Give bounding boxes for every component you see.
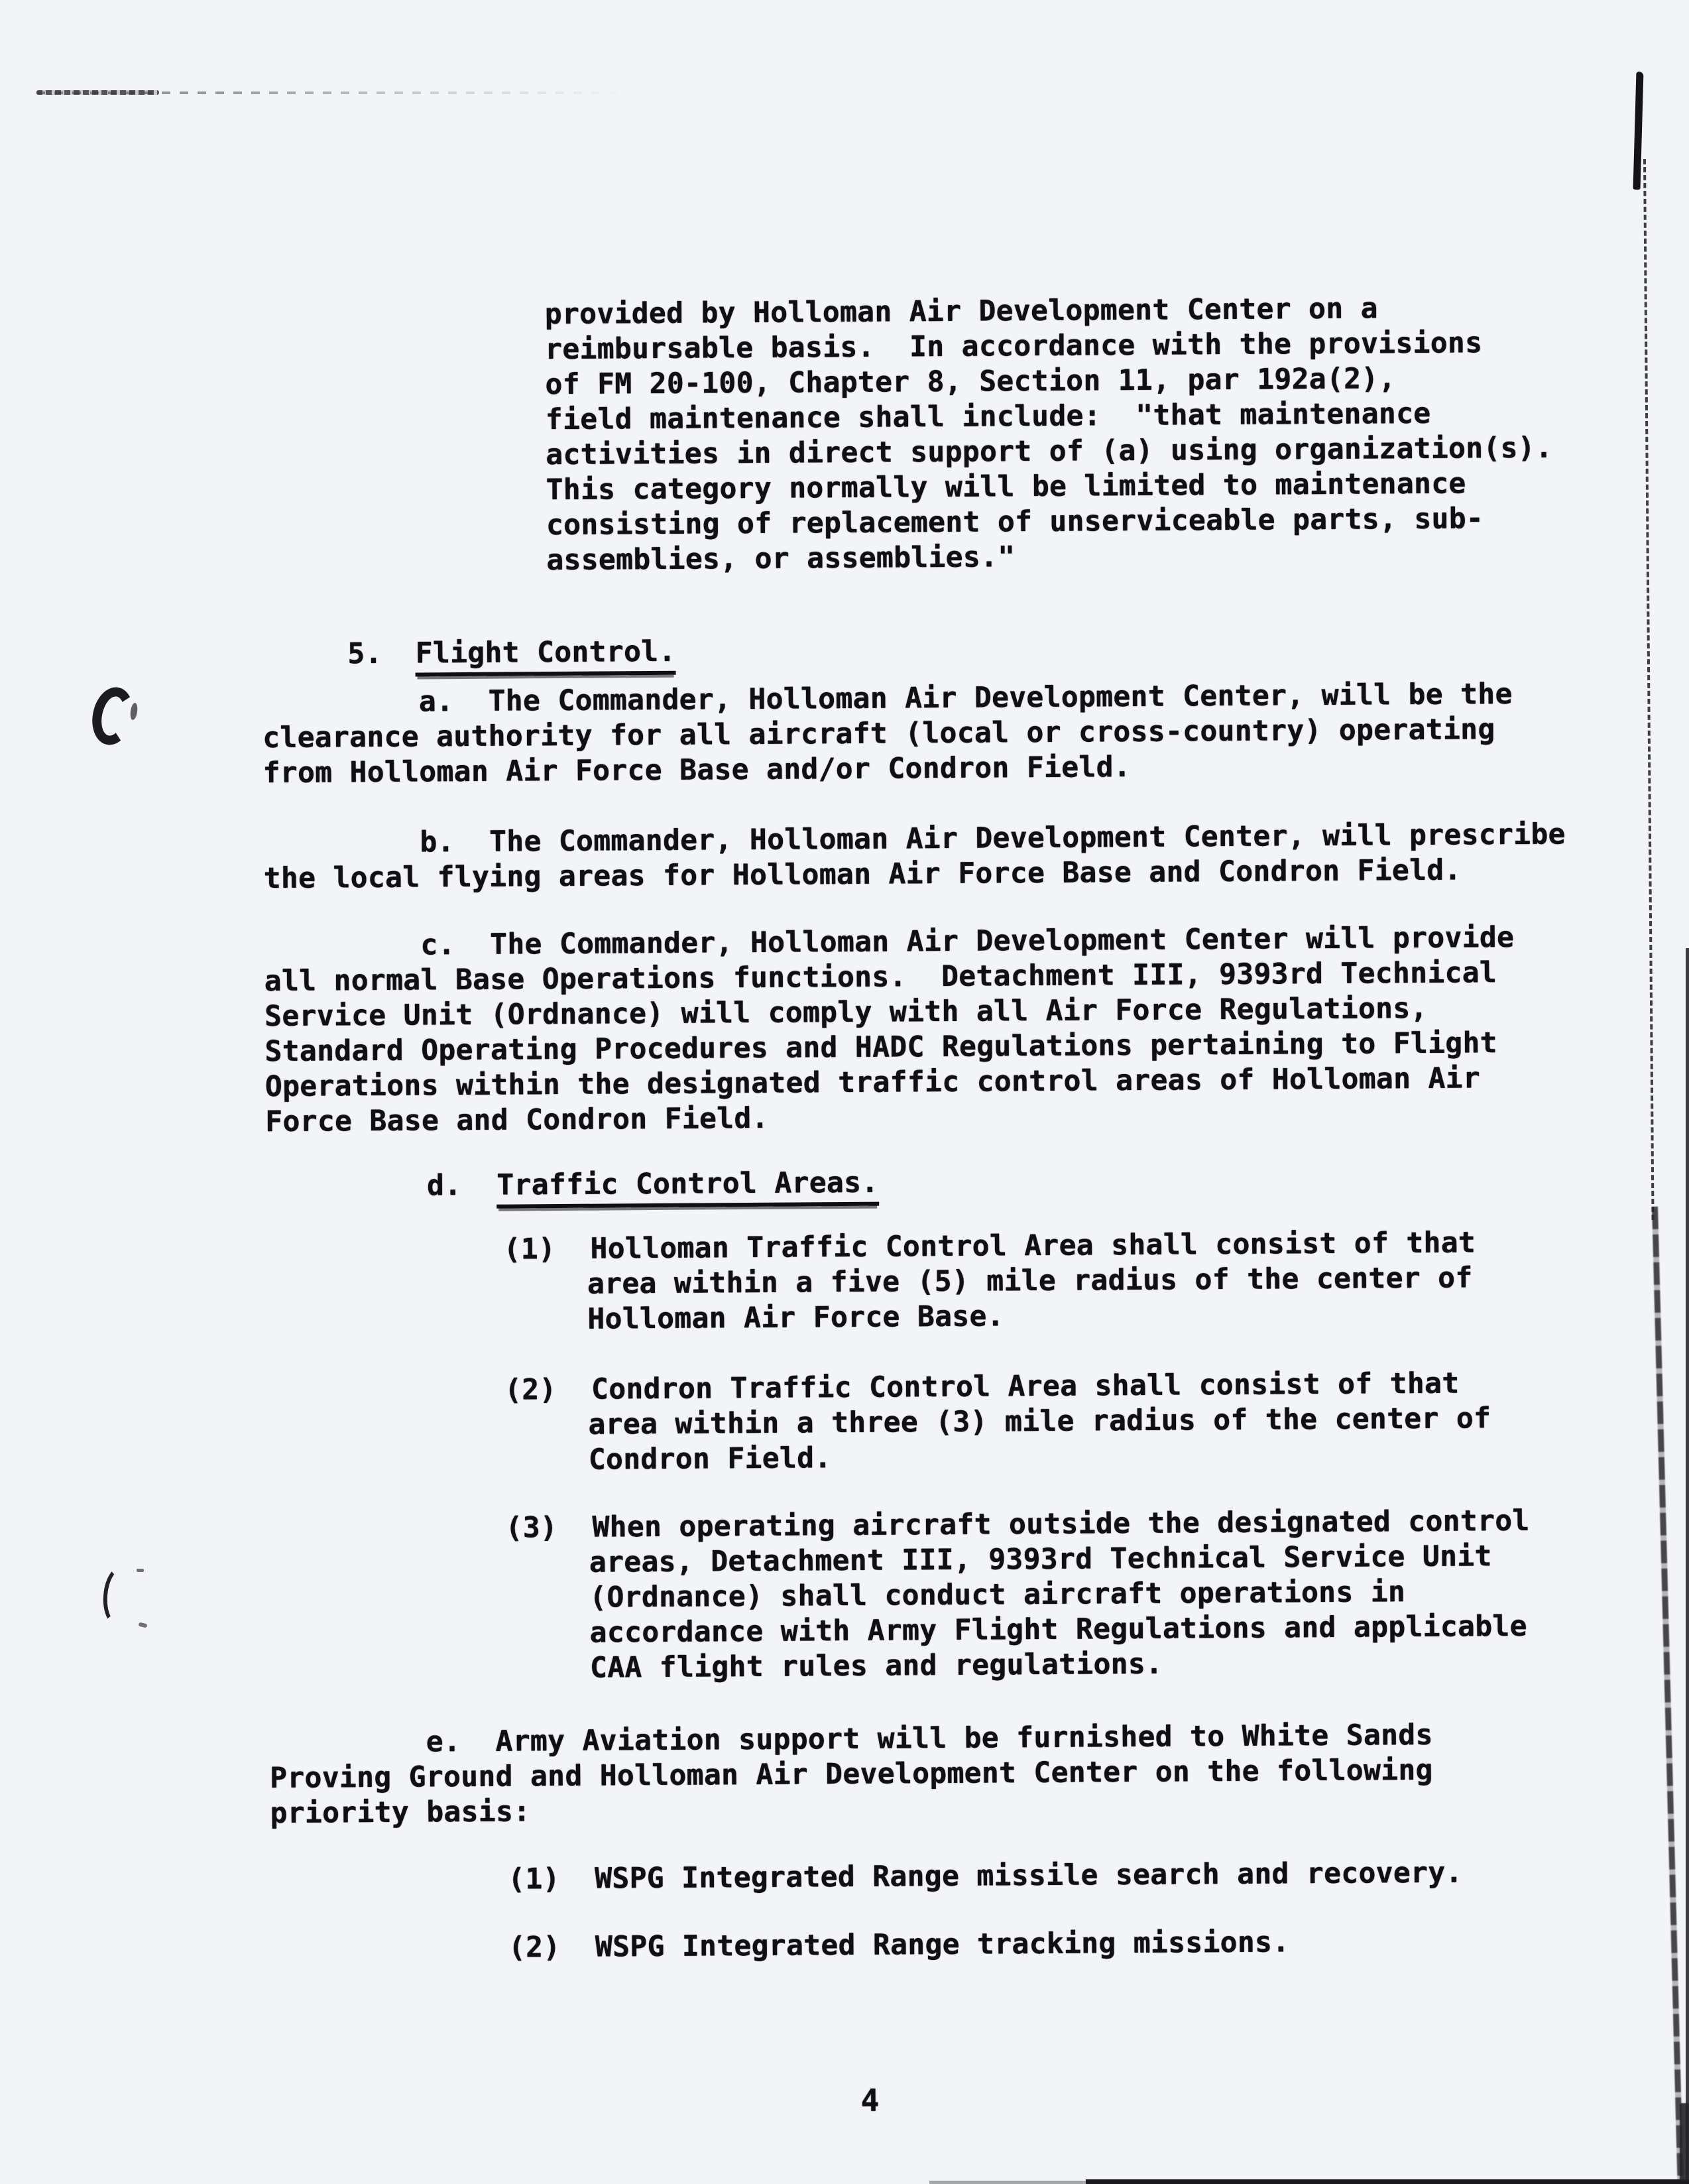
- section-5-title: Flight Control.: [416, 635, 676, 677]
- section-5-heading: [0, 625, 1689, 679]
- list-item-d2: [2, 1365, 1689, 1482]
- text-line: of FM 20-100, Chapter 8, Section 11, par 192a(2),: [545, 362, 1396, 402]
- text-line: reimbursable basis. In accordance with the provisions: [544, 326, 1483, 367]
- list-item-d3: [3, 1502, 1689, 1690]
- text-line: (2) WSPG Integrated Range tracking missions.: [508, 1925, 1290, 1965]
- text-line: c. The Commander, Holloman Air Development Center will provide: [420, 920, 1515, 962]
- text-line: all normal Base Operations functions. Detachment III, 9393rd Technical: [264, 956, 1497, 999]
- paragraph-d-title: Traffic Control Areas.: [496, 1166, 879, 1209]
- text-line: clearance authority for all aircraft (local or cross-country) operating: [262, 713, 1495, 755]
- text-line: This category normally will be limited to maintenance: [546, 467, 1466, 507]
- text-line: e. Army Aviation support will be furnished to White Sands: [426, 1718, 1433, 1759]
- text-line: accordance with Army Flight Regulations and applicable: [589, 1609, 1527, 1650]
- text-line: Service Unit (Ordnance) will comply with all Air Force Regulations,: [264, 991, 1428, 1034]
- text-line: (3) When operating aircraft outside the designated control: [505, 1504, 1530, 1545]
- text-line: (Ordnance) shall conduct aircraft operations in: [589, 1575, 1406, 1614]
- text-line: area within a five (5) mile radius of the center of: [587, 1261, 1473, 1301]
- text-line: assemblies, or assemblies.": [546, 540, 1016, 577]
- paragraph-e: [5, 1716, 1689, 1833]
- text-line: field maintenance shall include: "that maintenance: [545, 396, 1431, 437]
- text-line: a. The Commander, Holloman Air Development Center, will be the: [418, 677, 1513, 719]
- list-item-e2: [6, 1922, 1689, 1969]
- text-line: Proving Ground and Holloman Air Development Center on the following: [270, 1753, 1433, 1795]
- paragraph-b: [0, 816, 1688, 898]
- paragraph-c: [0, 919, 1689, 1142]
- list-item-d1: [1, 1224, 1689, 1341]
- section-5-number: 5.: [347, 637, 382, 671]
- text-line: (1) WSPG Integrated Range missile search and recovery.: [508, 1856, 1463, 1896]
- text-line: Holloman Air Force Base.: [587, 1300, 1005, 1336]
- text-line: b. The Commander, Holloman Air Development Center, will prescribe: [420, 818, 1566, 859]
- text-line: (1) Holloman Traffic Control Area shall consist of that: [503, 1226, 1476, 1266]
- text-line: the local flying areas for Holloman Air Force Base and Condron Field.: [263, 853, 1462, 896]
- text-line: priority basis:: [270, 1795, 531, 1831]
- text-line: provided by Holloman Air Development Center on a: [544, 292, 1378, 332]
- text-line: Condron Field.: [588, 1441, 832, 1477]
- page-number: 4: [860, 2082, 880, 2118]
- text-line: Operations within the designated traffic control areas of Holloman Air: [264, 1062, 1481, 1104]
- text-line: areas, Detachment III, 9393rd Technical Service Unit: [589, 1540, 1492, 1579]
- paragraph-d-heading: [1, 1157, 1689, 1212]
- text-line: activities in direct support of (a) using organization(s).: [546, 431, 1553, 472]
- text-line: consisting of replacement of unserviceable parts, sub-: [546, 502, 1484, 542]
- text-line: CAA flight rules and regulations.: [589, 1647, 1163, 1685]
- text-line: from Holloman Air Force Base and/or Condron Field.: [262, 750, 1132, 790]
- text-line: Force Base and Condron Field.: [265, 1101, 769, 1139]
- paragraph-d-label: d.: [426, 1169, 462, 1203]
- paragraph-a: [0, 676, 1687, 793]
- text-line: Standard Operating Procedures and HADC Regulations pertaining to Flight: [264, 1026, 1498, 1069]
- text-line: area within a three (3) mile radius of the center of: [588, 1402, 1491, 1441]
- list-item-e1: [5, 1854, 1689, 1901]
- text-line: (2) Condron Traffic Control Area shall consist of that: [504, 1366, 1460, 1407]
- quoted-maintenance-paragraph: [0, 289, 1686, 582]
